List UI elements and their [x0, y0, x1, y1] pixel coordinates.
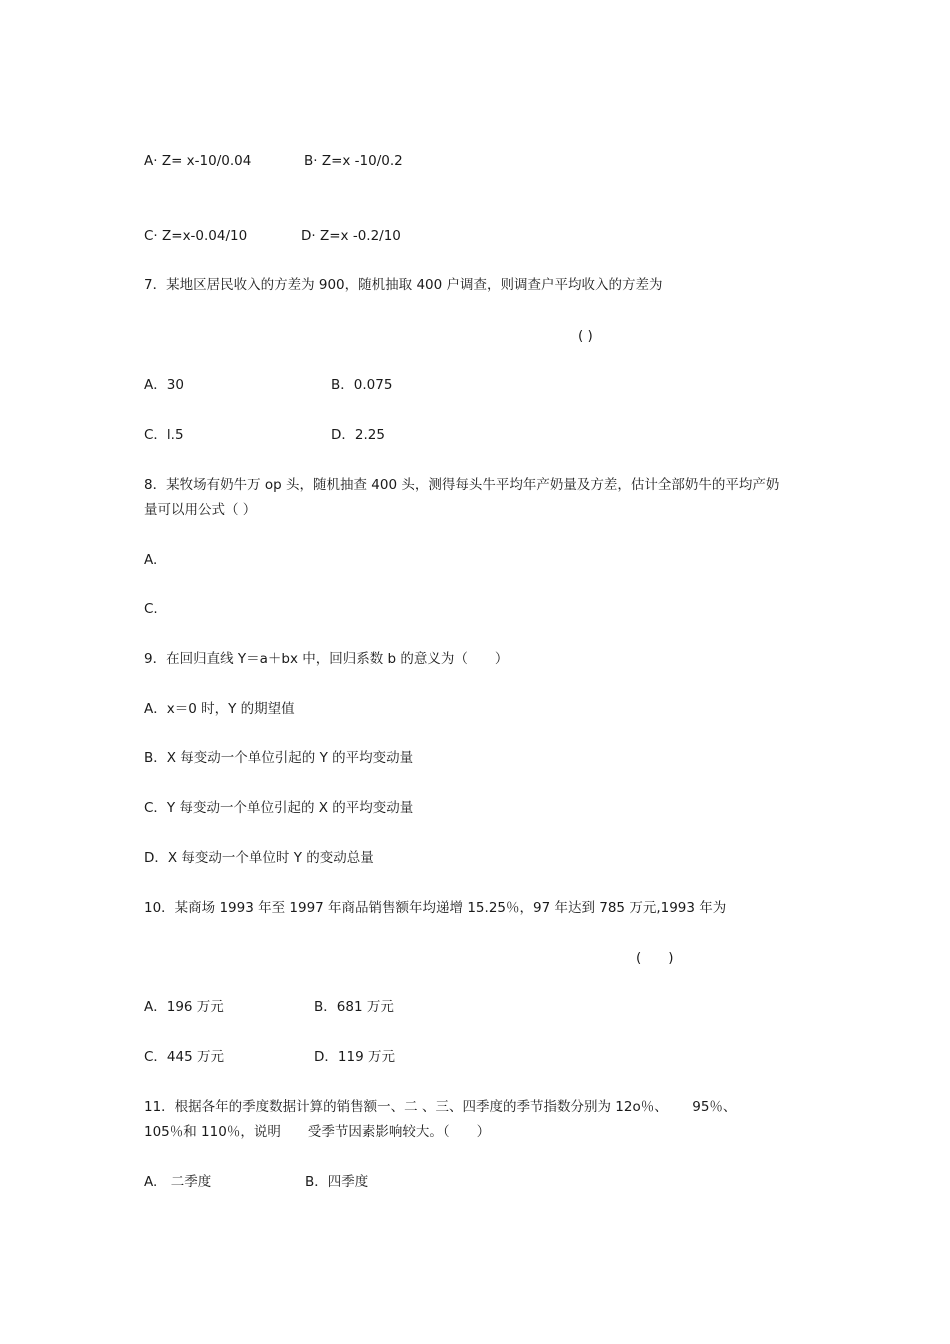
q9-option-b: B．X 每变动一个单位引起的 Y 的平均变动量 — [144, 750, 414, 766]
q7-option-d: D．2.25 — [331, 427, 385, 443]
q11-option-b: B．四季度 — [305, 1174, 369, 1190]
q8-option-a: A. — [144, 552, 158, 568]
q6-option-c: C· Z=x-0.04/10 — [144, 228, 248, 244]
q7-answer-paren: ( ) — [578, 328, 593, 344]
q10-option-d: D．119 万元 — [314, 1049, 395, 1065]
q11-stem-line1: 11．根据各年的季度数据计算的销售额一、二 、三、四季度的季节指数分别为 12o％、 95％、 — [144, 1099, 737, 1115]
q8-stem-line2: 量可以用公式（ ） — [144, 502, 257, 518]
q9-option-a: A．x＝0 时，Y 的期望值 — [144, 701, 295, 717]
q9-option-c: C．Y 每变动一个单位引起的 X 的平均变动量 — [144, 800, 414, 816]
q9-stem: 9．在回归直线 Y＝a＋bx 中，回归系数 b 的意义为（ ） — [144, 651, 509, 667]
q6-option-a: A· Z= x-10/0.04 — [144, 153, 252, 169]
q11-stem-line2: 105％和 110％，说明 受季节因素影响较大。（ ） — [144, 1124, 491, 1140]
q10-stem: 10．某商场 1993 年至 1997 年商品销售额年均递增 15.25％，97 年达到 785 万元,1993 年为 — [144, 900, 727, 916]
q7-option-c: C．l.5 — [144, 427, 184, 443]
q10-answer-paren: ( ) — [636, 950, 674, 966]
q9-option-d: D．X 每变动一个单位时 Y 的变动总量 — [144, 850, 374, 866]
q8-option-c: C. — [144, 601, 158, 617]
q10-option-a: A．196 万元 — [144, 999, 224, 1015]
q10-option-c: C．445 万元 — [144, 1049, 224, 1065]
q11-option-a: A. 二季度 — [144, 1174, 212, 1190]
q7-option-b: B．0.075 — [331, 377, 393, 393]
q8-stem-line1: 8．某牧场有奶牛万 op 头，随机抽查 400 头，测得每头牛平均年产奶量及方差，估计全部奶牛的平均产奶 — [144, 477, 780, 493]
q7-option-a: A．30 — [144, 377, 184, 393]
q6-option-b: B· Z=x -10/0.2 — [304, 153, 403, 169]
q10-option-b: B．681 万元 — [314, 999, 394, 1015]
q6-option-d: D· Z=x -0.2/10 — [301, 228, 401, 244]
q7-stem: 7．某地区居民收入的方差为 900，随机抽取 400 户调查，则调查户平均收入的方差为 — [144, 277, 663, 293]
